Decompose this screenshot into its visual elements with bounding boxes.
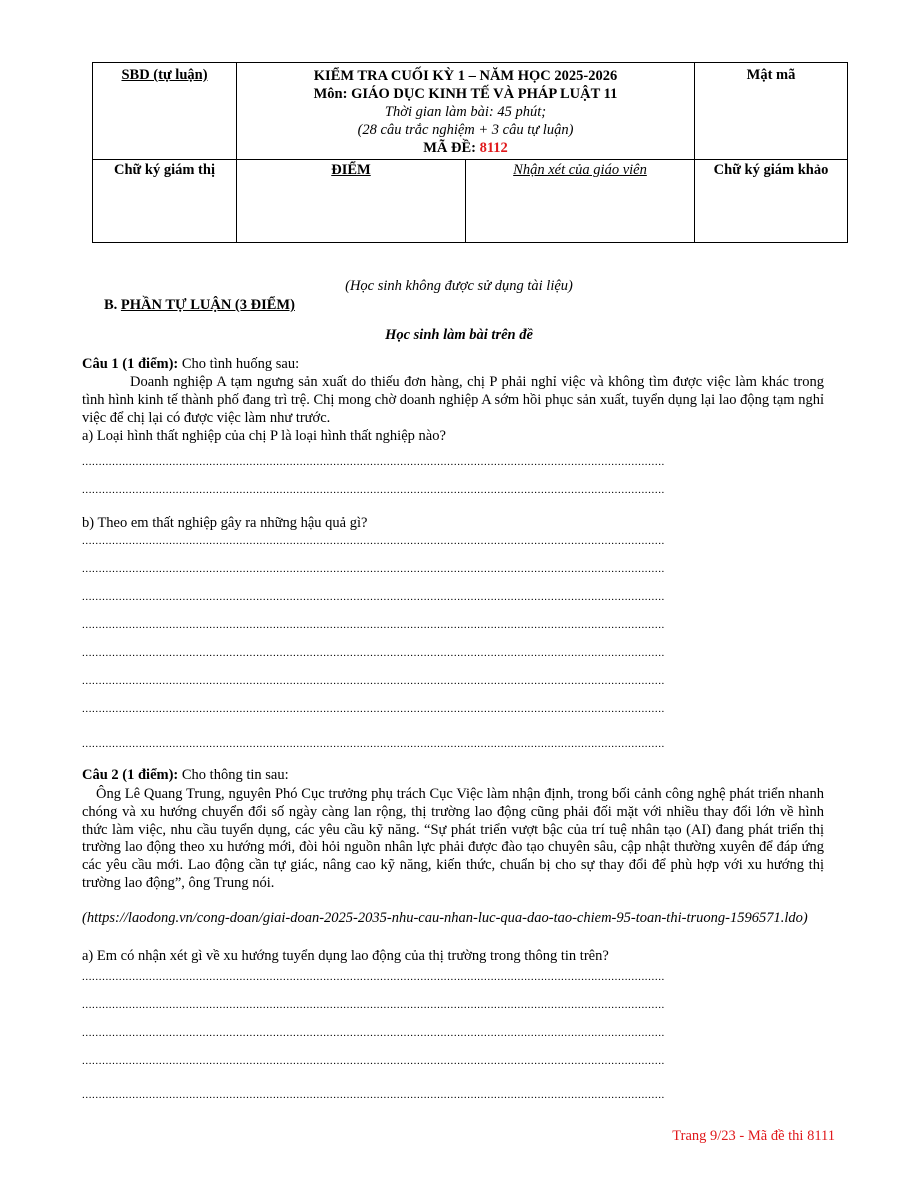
exam-code [237, 139, 694, 157]
answer-line[interactable]: .............................................................................................................................................................................. [82, 703, 665, 715]
invigilator-signature-cell [93, 160, 237, 243]
q2-label: Câu 2 (1 điểm): [82, 767, 179, 783]
exam-header-table [92, 62, 848, 243]
exam-time: Thời gian làm bài: 45 phút; [384, 104, 547, 120]
invigilator-signature-label: Chữ ký giám thị [114, 162, 215, 178]
page-footer: Trang 9/23 - Mã đề thi 8111 [672, 1128, 835, 1144]
secret-code-cell [695, 63, 848, 160]
q2-heading [82, 767, 289, 784]
exam-title: KIỂM TRA CUỐI KỲ 1 – NĂM HỌC 2025-2026 [313, 68, 618, 84]
exam-code-label: MÃ ĐỀ: [423, 140, 480, 156]
answer-line[interactable]: .............................................................................................................................................................................. [82, 971, 665, 983]
q2-lead: Cho thông tin sau: [178, 767, 289, 783]
examiner-signature-cell [695, 160, 848, 243]
answer-line[interactable]: .............................................................................................................................................................................. [82, 1055, 665, 1067]
exam-subject: Môn: GIÁO DỤC KINH TẾ VÀ PHÁP LUẬT 11 [313, 86, 618, 102]
answer-line[interactable]: .............................................................................................................................................................................. [82, 738, 665, 750]
q1-heading [82, 356, 299, 373]
score-cell [237, 160, 466, 243]
exam-question-count: (28 câu trắc nghiệm + 3 câu tự luận) [357, 122, 574, 138]
exam-info-cell [237, 63, 695, 160]
q2-source-link: (https://laodong.vn/cong-doan/giai-doan-2025-2035-nhu-cau-nhan-luc-qua-dao-tao-chiem-95-toan-thi-truong-1596571.ldo) [82, 910, 808, 926]
q1-situation: Doanh nghiệp A tạm ngưng sản xuất do thiếu đơn hàng, chị P phải nghỉ việc và không tìm được việc làm khác trong tình hình kinh tế thành phố đang trì trệ. Chị mong chờ doanh nghiệp A sớm hồi phục sản xuất, tuyển dụng lại lao động tạm nghỉ việc để chị lại có được việc làm như trước. [82, 374, 824, 426]
answer-line[interactable]: .............................................................................................................................................................................. [82, 1027, 665, 1039]
score-label: ĐIỂM [331, 162, 371, 178]
answer-line[interactable]: .............................................................................................................................................................................. [82, 675, 665, 687]
answer-line[interactable]: .............................................................................................................................................................................. [82, 1089, 665, 1101]
section-instruction: Học sinh làm bài trên đề [385, 327, 533, 343]
answer-line[interactable]: .............................................................................................................................................................................. [82, 647, 665, 659]
q1-label: Câu 1 (1 điểm): [82, 356, 179, 372]
teacher-comment-label: Nhận xét của giáo viên [513, 162, 647, 178]
section-title: PHẦN TỰ LUẬN (3 ĐIỂM) [120, 297, 295, 313]
teacher-comment-cell [466, 160, 695, 243]
q1-part-a: a) Loại hình thất nghiệp của chị P là loại hình thất nghiệp nào? [82, 428, 446, 444]
q2-part-a: a) Em có nhận xét gì về xu hướng tuyển dụng lao động của thị trường trong thông tin trên? [82, 948, 609, 964]
answer-line[interactable]: .............................................................................................................................................................................. [82, 484, 665, 496]
answer-line[interactable]: .............................................................................................................................................................................. [82, 563, 665, 575]
no-materials-note: (Học sinh không được sử dụng tài liệu) [345, 278, 573, 294]
exam-code-value: 8112 [479, 140, 508, 156]
section-heading [104, 297, 295, 314]
answer-line[interactable]: .............................................................................................................................................................................. [82, 999, 665, 1011]
q1-part-b: b) Theo em thất nghiệp gây ra những hậu quả gì? [82, 515, 368, 531]
answer-line[interactable]: .............................................................................................................................................................................. [82, 456, 665, 468]
q1-lead: Cho tình huống sau: [178, 356, 300, 372]
sbd-label: SBD (tự luận) [121, 67, 208, 83]
sbd-cell [93, 63, 237, 160]
answer-line[interactable]: .............................................................................................................................................................................. [82, 619, 665, 631]
answer-line[interactable]: .............................................................................................................................................................................. [82, 591, 665, 603]
examiner-signature-label: Chữ ký giám khảo [713, 162, 829, 178]
secret-code-label: Mật mã [746, 67, 796, 83]
answer-line[interactable]: .............................................................................................................................................................................. [82, 535, 665, 547]
section-prefix: B. [104, 297, 121, 313]
q2-information: Ông Lê Quang Trung, nguyên Phó Cục trưởng phụ trách Cục Việc làm nhận định, trong bối cảnh công nghệ phát triển nhanh chóng và xu hướng chuyển đổi số ngày càng lan rộng, thị trường lao động cũng phải đối mặt với nhiều thay đổi lớn về hình thức làm việc, nhu cầu tuyển dụng, các yêu cầu kỹ năng. “Sự phát triển vượt bậc của trí tuệ nhân tạo (AI) đang phát triển thị trường lao động theo xu hướng mới, đòi hỏi nguồn nhân lực phải được đào tạo chuyên sâu, cập nhật thường xuyên để đáp ứng các yêu cầu mới. Lao động cần tự giác, nâng cao kỹ năng, kiến thức, chuẩn bị cho sự thay đổi để phù hợp với xu hướng thị trường lao động”, ông Trung nói. [82, 786, 824, 891]
